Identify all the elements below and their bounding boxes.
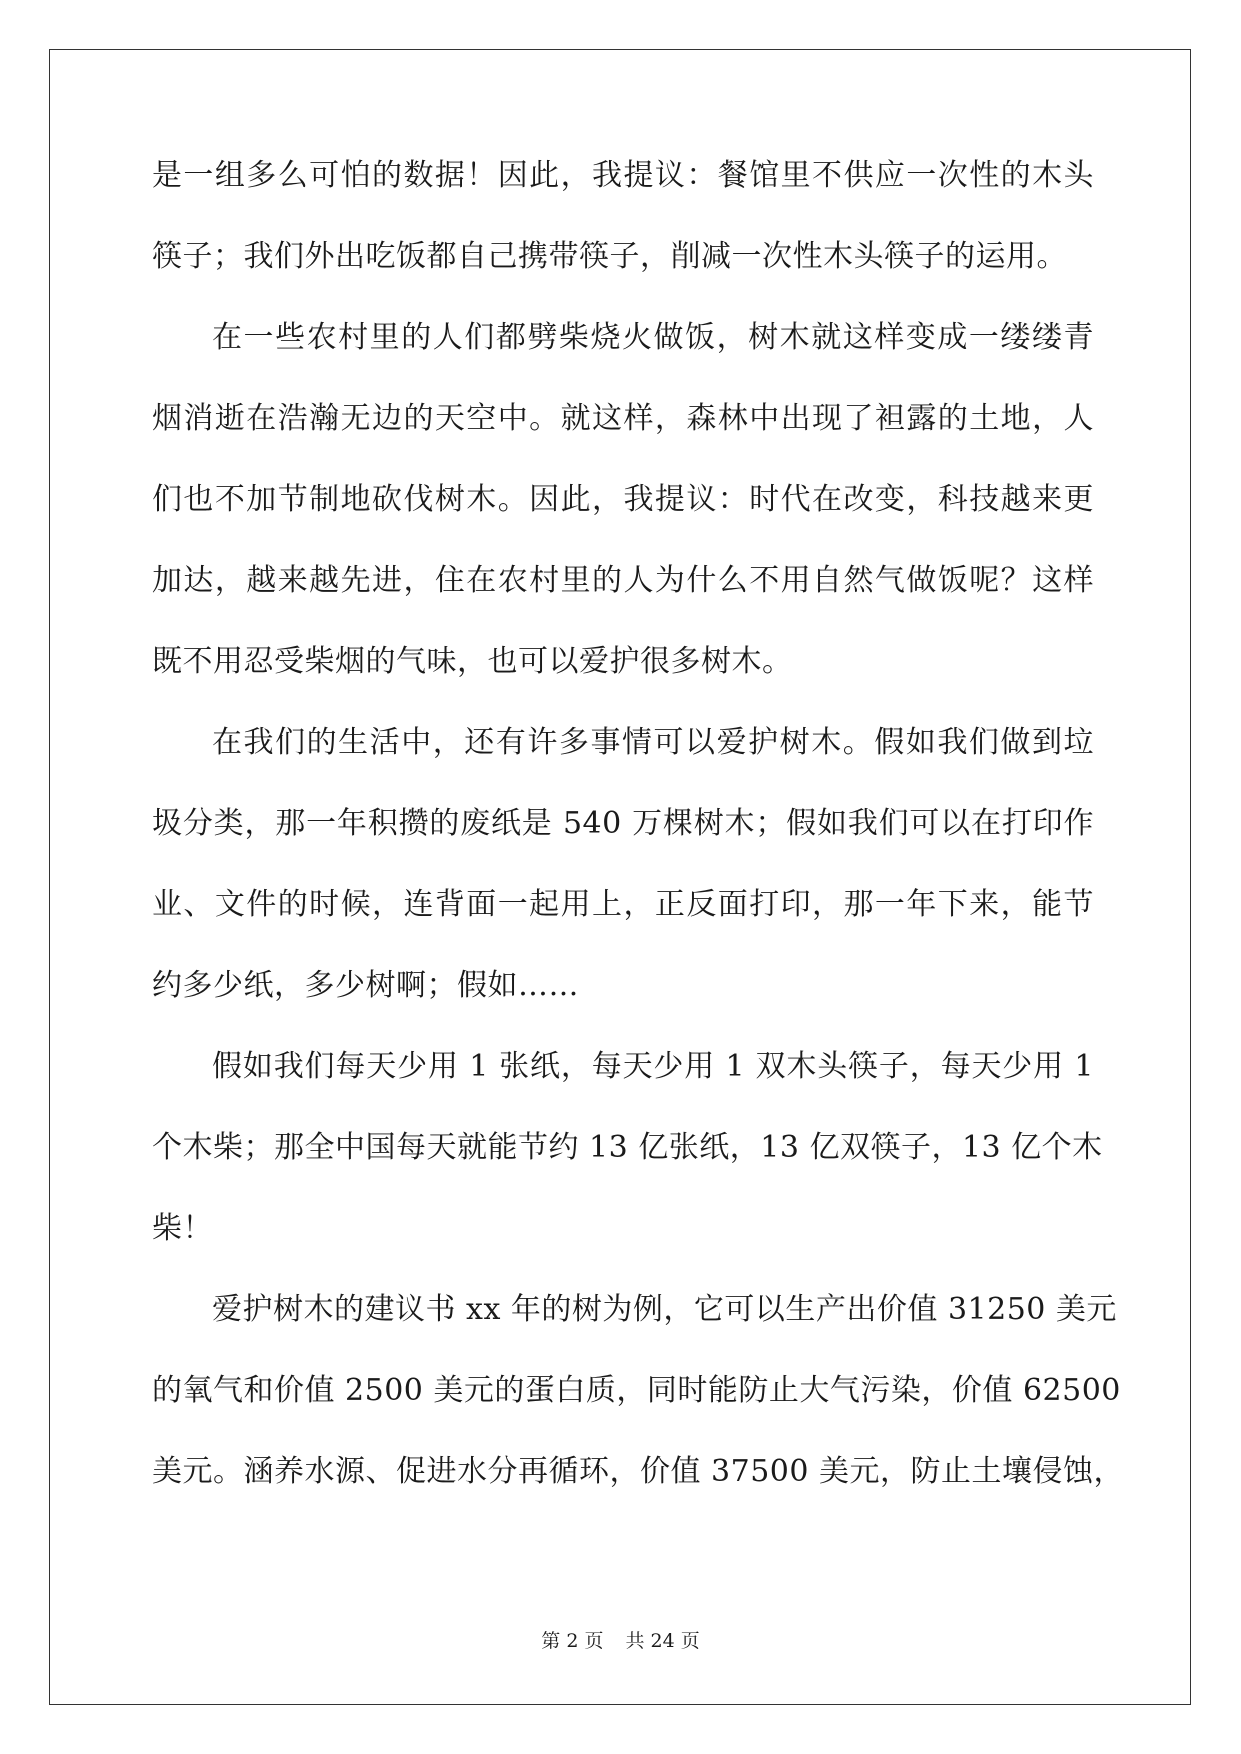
text-line: 个木柴；那全中国每天就能节约 13 亿张纸，13 亿双筷子，13 亿个木 xyxy=(152,1130,1103,1165)
page-number: 第 2 页 xyxy=(541,1630,604,1652)
text-line: 是一组多么可怕的数据！因此，我提议：餐馆里不供应一次性的木头 xyxy=(152,158,1094,193)
text-line: 美元。涵养水源、促进水分再循环，价值 37500 美元，防止土壤侵蚀， xyxy=(152,1454,1125,1489)
paragraph-first-line: 在一些农村里的人们都劈柴烧火做饭，树木就这样变成一缕缕青 xyxy=(212,320,1094,355)
text-line: 业、文件的时候，连背面一起用上，正反面打印，那一年下来，能节 xyxy=(152,887,1094,922)
text-line: 圾分类，那一年积攒的废纸是 540 万棵树木；假如我们可以在打印作 xyxy=(152,806,1094,841)
text-line: 烟消逝在浩瀚无边的天空中。就这样，森林中出现了袒露的土地，人 xyxy=(152,401,1094,436)
document-body xyxy=(152,158,1125,1535)
page-total: 共 24 页 xyxy=(625,1630,700,1652)
paragraph-first-line: 在我们的生活中，还有许多事情可以爱护树木。假如我们做到垃 xyxy=(212,725,1094,760)
text-line: 筷子；我们外出吃饭都自己携带筷子，削减一次性木头筷子的运用。 xyxy=(152,239,1067,274)
text-line: 既不用忍受柴烟的气味，也可以爱护很多树木。 xyxy=(152,644,793,679)
page-footer xyxy=(0,1626,1241,1653)
text-line: 加达，越来越先进，住在农村里的人为什么不用自然气做饭呢？这样 xyxy=(152,563,1094,598)
text-line: 们也不加节制地砍伐树木。因此，我提议：时代在改变，科技越来更 xyxy=(152,482,1094,517)
text-line: 约多少纸，多少树啊；假如…… xyxy=(152,968,579,1003)
paragraph-first-line: 假如我们每天少用 1 张纸，每天少用 1 双木头筷子，每天少用 1 xyxy=(212,1049,1094,1084)
text-line: 的氧气和价值 2500 美元的蛋白质，同时能防止大气污染，价值 62500 xyxy=(152,1373,1121,1408)
paragraph-first-line: 爱护树木的建议书 xx 年的树为例，它可以生产出价值 31250 美元 xyxy=(212,1292,1117,1327)
text-line: 柴！ xyxy=(152,1211,213,1246)
